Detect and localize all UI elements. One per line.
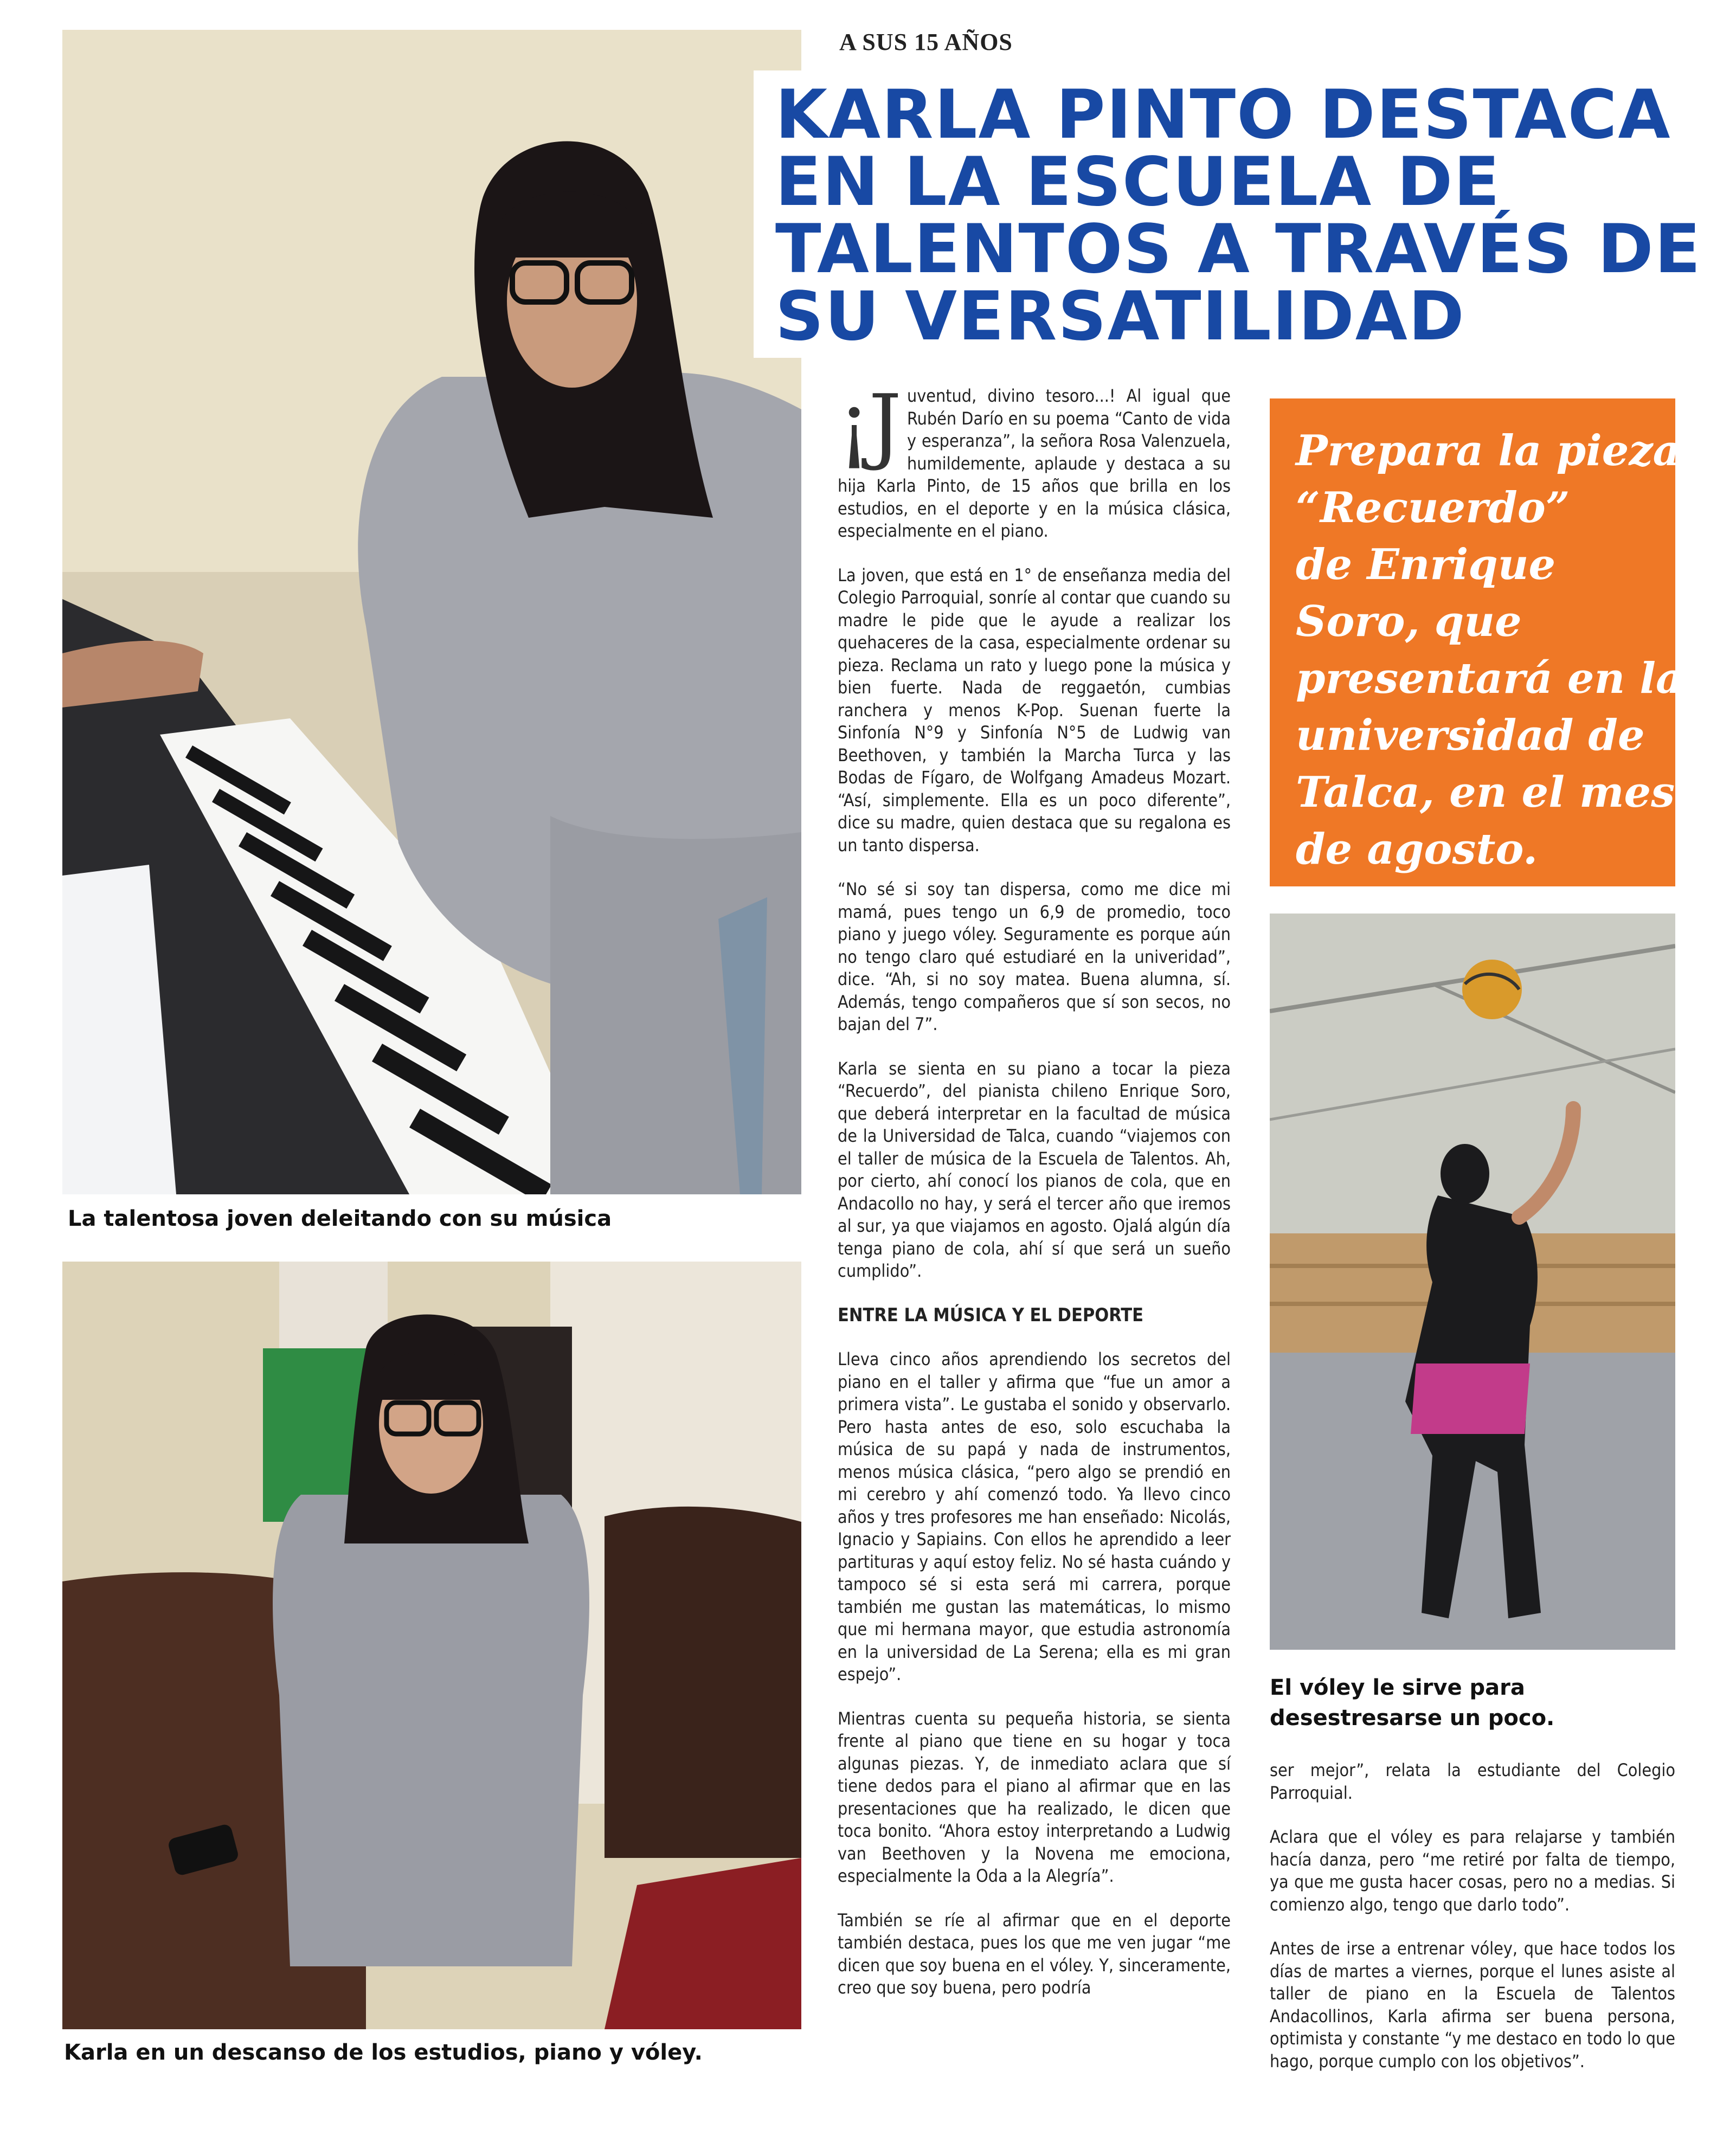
article-paragraph: Karla se sienta en su piano a tocar la pieza “Recuerdo”, del pianista chileno Enrique Soro, que deberá interpretar en la facultad de música de la Universidad de Talca, cuando “viajemos con el taller de música de la Escuela de Talentos. Ah, por cierto, ahí conocí los pianos de cola, que en Andacollo no hay, y será el tercer año que iremos al sur, ya que viajamos en agosto. Ojalá algún día tenga piano de cola, ahí sí que será un sueño cumplido”. [838,1058,1231,1281]
caption-sofa: Karla en un descanso de los estudios, piano y vóley. [64,2040,703,2065]
article-column-main [838,377,1231,2021]
photo-girl-on-sofa [62,1262,801,2029]
article-paragraph: Lleva cinco años aprendiendo los secretos del piano en el taller y afirma que “fue un amor a primera vista”. Le gustaba el sonido y observarlo. Pero hasta antes de eso, solo escuchaba la música de su papá y nada de instrumentos, menos música clásica, “pero algo se prendió en mi cerebro y ahí comenzó todo. Ya llevo cinco años y tres profesores me han enseñado: Nicolás, Ignacio y Sapiains. Con ellos he aprendido a leer partituras y aquí estoy feliz. No sé hasta cuándo y tampoco sé si esta será mi carrera, porque también me gustan las matemáticas, lo mismo que mi hermana mayor, que estudia astronomía en la universidad de La Serena; ella es mi gran espejo”. [838,1349,1231,1684]
article-paragraph: La joven, que está en 1° de enseñanza media del Colegio Parroquial, sonríe al contar que cuando su madre le pide que le ayude a realizar los quehaceres de la casa, especialmente ordenar su pieza. Reclama un rato y luego pone la música y bien fuerte. Nada de reggaetón, cumbias ranchera y menos K-Pop. Suenan fuerte la Sinfonía N°9 y Sinfonía N°5 de Ludwig van Beethoven, y también la Marcha Turca y las Bodas de Fígaro, de Wolfgang Amadeus Mozart. “Así, simplemente. Ella es un poco diferente”, dice su madre, quien destaca que su regalona es un tanto dispersa. [838,564,1231,856]
headline-line: KARLA PINTO DESTACA [775,76,1671,154]
pull-quote-line: Soro, que [1296,597,1522,646]
photo-volleyball-illustration [1270,914,1675,1650]
headline-line: SU VERSATILIDAD [775,278,1465,356]
article-paragraph: Mientras cuenta su pequeña historia, se sienta frente al piano que tiene en su hogar y toca algunas piezas. Y, de inmediato aclara que sí tiene dedos para el piano al afirmar que en las presentaciones que ha realizado, le dicen que toca bonito. “Ahora estoy interpretando a Ludwig van Beethoven y la Novena me emociona, especialmente la Oda a la Alegría”. [838,1708,1231,1886]
dropcap: ¡J [838,377,900,473]
pull-quote-line: “Recuerdo” [1296,483,1570,532]
article-paragraph: Aclara que el vóley es para relajarse y también hacía danza, pero “me retiré por falta de tiempo, ya que me gusta hacer cosas, pero no a medias. Si comienzo algo, tengo que darlo todo”. [1270,1826,1675,1915]
photo-girl-at-piano [62,30,801,1194]
kicker: A SUS 15 AÑOS [839,29,1013,55]
headline [754,70,1702,358]
article-paragraph: “No sé si soy tan dispersa, como me dice mi mamá, pues tengo un 6,9 de promedio, toco piano y juego vóley. Seguramente es porque aún no tengo claro qué estudiaré en la univeridad”, dice. “Ah, si no soy matea. Buena alumna, sí. Además, tengo compañeros que sí son secos, no bajan del 7”. [838,879,1231,1034]
article-paragraph: También se ríe al afirmar que en el deporte también destaca, pues los que me ven jugar “me dicen que soy buena en el vóley. Y, sinceramente, creo que soy buena, pero podría [838,1909,1231,1998]
photo-volleyball [1270,914,1675,1650]
article-paragraph: Antes de irse a entrenar vóley, que hace todos los días de martes a viernes, porque el lunes asiste al taller de piano en la Escuela de Talentos Andacollinos, Karla afirma ser buena persona, optimista y constante “y me destaco en todo lo que hago, porque cumplo con los objetivos”. [1270,1938,1675,2072]
caption-piano: La talentosa joven deleitando con su música [68,1206,612,1231]
section-subhead: ENTRE LA MÚSICA Y EL DEPORTE [838,1304,1144,1326]
pull-quote-line: de agosto. [1296,825,1538,874]
pull-quote-line: de Enrique [1296,540,1556,589]
pull-quote-line: Prepara la pieza [1296,426,1681,475]
article-column-right [1270,1759,1675,2094]
photo-sofa-illustration [62,1262,801,2029]
headline-line: EN LA ESCUELA DE [775,143,1501,221]
pull-quote [1270,398,1683,886]
article-paragraph: ser mejor”, relata la estudiante del Colegio Parroquial. [1270,1760,1675,1803]
pull-quote-line: presentará en la [1296,654,1683,703]
caption-volleyball: El vóley le sirve para desestresarse un poco. [1270,1675,1555,1731]
headline-line: TALENTOS A TRAVÉS DE [775,210,1702,288]
article-paragraph: uventud, divino tesoro...! Al igual que Rubén Darío en su poema “Canto de vida y esperanza”, la señora Rosa Valenzuela, humildemente, aplaude y destaca a su hija Karla Pinto, de 15 años que brilla en los estudios, en el deporte y en la música clásica, especialmente en el piano. [838,385,1231,541]
photo-piano-illustration [62,30,801,1194]
pull-quote-line: Talca, en el mes [1296,768,1675,817]
pull-quote-line: universidad de [1296,711,1645,760]
